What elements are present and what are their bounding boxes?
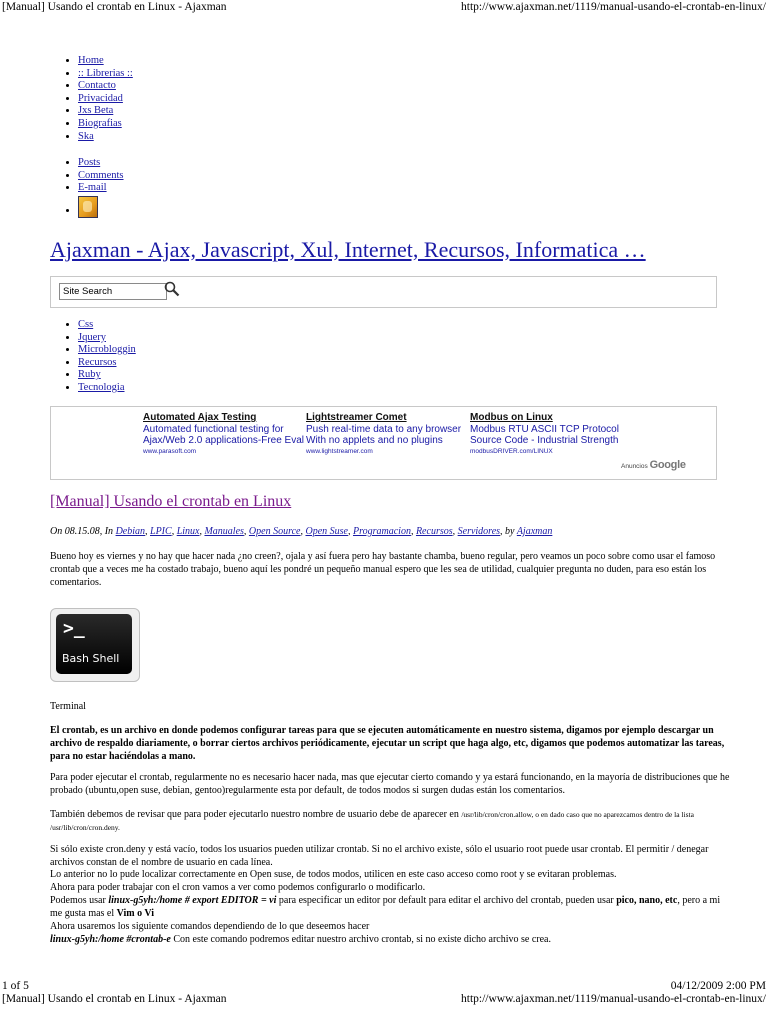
paragraph-editor — [50, 894, 730, 920]
tag-link[interactable]: Recursos — [415, 526, 453, 537]
editor-text: Podemos usar — [50, 895, 106, 906]
print-header — [2, 0, 766, 14]
image-caption: Terminal — [50, 701, 86, 712]
editor-text: , pero a mi me gusta mas el — [50, 895, 721, 919]
nav-item-comments[interactable]: Comments — [78, 169, 124, 181]
tag-link[interactable]: LPIC — [150, 526, 172, 537]
author-link[interactable]: Ajaxman — [516, 526, 553, 537]
bash-shell-image — [50, 608, 140, 682]
tag-link[interactable]: Programacion — [352, 526, 411, 537]
nav-item-librerias[interactable]: :: Librerias :: — [78, 67, 133, 79]
nav-item-privacidad[interactable]: Privacidad — [78, 92, 123, 104]
ad-text: With no applets and no plugins — [306, 435, 443, 446]
paragraph-configure: Ahora para poder trabajar con el cron vamos a ver como podemos configurarlo o modificarlo. — [50, 882, 426, 893]
category-css[interactable]: Css — [78, 319, 94, 330]
nav-item-contacto[interactable]: Contacto — [78, 80, 116, 92]
ad-panel — [50, 406, 717, 480]
crontab-e-text: Con este comando podremos editar nuestro archivo crontab, si no existe dicho archivo se crea. — [173, 934, 551, 945]
search-icon[interactable] — [163, 280, 181, 298]
ad-title[interactable]: Automated Ajax Testing — [143, 412, 257, 423]
category-microbloggin[interactable]: Microbloggin — [78, 344, 136, 356]
ad-url[interactable]: www.lightstreamer.com — [306, 447, 373, 455]
ads-by-google[interactable] — [621, 459, 686, 471]
editor-text: para especificar un editor por default para editar el archivo del crontab, pueden usar — [278, 895, 614, 906]
paragraph-setup: Para poder ejecutar el crontab, regularmente no es necesario hacer nada, mas que ejecutar cierto comando y ya estará funcionando, en la mayoría de distribuciones que he probado (ubuntu,open suse, debian, gentoo)regularmente esta por default, de todos modos si surgen dudas están los comentarios. — [50, 772, 730, 796]
ad-unit-1[interactable] — [143, 412, 304, 456]
post-meta: On 08.15.08, In Debian, LPIC, Linux, Manuales, Open Source, Open Suse, Programacion, Recursos, Servidores, by Ajaxman — [50, 526, 553, 537]
prompt-glyph: >_ — [63, 618, 85, 639]
terminal-icon — [56, 614, 132, 674]
nav-item-email[interactable]: E-mail — [78, 182, 107, 194]
ad-text: Automated functional testing for — [143, 423, 284, 435]
book-icon — [78, 196, 98, 218]
tag-link[interactable]: Servidores — [457, 526, 501, 537]
ads-by-prefix: Anuncios — [621, 463, 648, 470]
tag-link[interactable]: Manuales — [204, 526, 244, 537]
ad-text: Ajax/Web 2.0 applications-Free Eval — [143, 435, 305, 446]
post-date: On 08.15.08, In — [50, 526, 114, 537]
feeds-nav — [60, 157, 124, 218]
ad-title[interactable]: Modbus on Linux — [470, 412, 553, 423]
paragraph-opensuse: Lo anterior no lo pude localizar correctamente en Open suse, de todos modos, utilicen en este caso acceso como root y se evitaran problemas. — [50, 869, 617, 880]
site-title[interactable]: Ajaxman - Ajax, Javascript, Xul, Internet, Recursos, Informatica … — [50, 237, 646, 262]
paragraph-deny: Si sólo existe cron.deny y está vacío, todos los usuarios pueden utilizar crontab. Si no el archivo existe, sólo el usuario root puede usar crontab. El permitir / denegar archivos constan de el nombre de usuario en cada línea. — [50, 844, 709, 868]
paragraph-permissions — [50, 808, 730, 834]
tag-link[interactable]: Open Suse — [305, 526, 348, 537]
nav-item-posts[interactable]: Posts — [78, 157, 101, 168]
category-jquery[interactable]: Jquery — [78, 331, 106, 343]
post-title[interactable]: [Manual] Usando el crontab en Linux — [50, 493, 292, 510]
paragraph-crontab-e — [50, 933, 730, 946]
export-command: linux-g5yh:/home # export EDITOR = vi — [108, 895, 277, 906]
ad-text: Modbus RTU ASCII TCP Protocol — [470, 423, 619, 435]
main-nav — [60, 55, 133, 143]
ad-title[interactable]: Lightstreamer Comet — [306, 412, 407, 423]
ad-text: Push real-time data to any browser — [306, 423, 462, 435]
nav-item-home[interactable]: Home — [78, 55, 104, 66]
editor-options: pico, nano, etc — [616, 895, 678, 906]
tag-link[interactable]: Linux — [176, 526, 200, 537]
print-footer-row-1 — [2, 980, 766, 993]
search-input[interactable]: Site Search — [59, 283, 167, 300]
tag-link[interactable]: Debian — [115, 526, 146, 537]
nav-item-biografias[interactable]: Biografias — [78, 117, 122, 129]
crontab-definition: El crontab, es un archivo en donde podemos configurar tareas para que se ejecuten automáticamente en nuestro sistema, digamos por ejemplo descargar un archivo de respaldo diariamente, o borrar ciertos archivos periódicamente, ejecutar un script que haga algo, etc, digamos que podemos automatizar las tareas, para no estar haciéndolas a mano. — [50, 725, 725, 762]
editor-preferred: Vim o Vi — [116, 908, 155, 919]
ad-text: Source Code - Industrial Strength — [470, 435, 619, 446]
category-tecnologia[interactable]: Tecnologia — [78, 381, 125, 393]
search-bar — [50, 276, 717, 308]
ad-url[interactable]: modbusDRIVER.com/LINUX — [470, 447, 553, 455]
by-label: by — [505, 526, 515, 537]
category-ruby[interactable]: Ruby — [78, 369, 101, 381]
header-url: http://www.ajaxman.net/1119/manual-usando-el-crontab-en-linux/ — [461, 1, 766, 13]
ad-url[interactable]: www.parasoft.com — [143, 447, 197, 455]
permissions-text: También debemos de revisar que para poder ejecutarlo nuestro nombre de usuario debe de aparecer en — [50, 809, 459, 820]
ad-unit-2[interactable] — [306, 412, 461, 456]
nav-item-ska[interactable]: Ska — [78, 130, 94, 142]
page-number: 1 of 5 — [2, 980, 29, 992]
tag-link[interactable]: Open Source — [248, 526, 301, 537]
category-nav — [60, 319, 136, 395]
google-logo: Google — [649, 459, 686, 471]
feed-icon-link[interactable] — [78, 205, 98, 216]
post-intro: Bueno hoy es viernes y no hay que hacer nada ¿no creen?, ojala y así fuera pero hay bastante chamba, bueno regular, pero veamos un poco sobre como usar el famoso crontab que a veces me ha costado trabajo, bueno aquí les pondré un pequeño manual espero que les sea de utilidad, cualquier pregunta no duden, para eso están los comentarios. — [50, 551, 716, 588]
category-recursos[interactable]: Recursos — [78, 356, 117, 368]
permissions-paths: /usr/lib/cron/cron.allow, o en dado caso que no aparezcamos dentro de la lista /usr/lib/cron/cron.deny. — [50, 810, 694, 832]
print-datetime: 04/12/2009 2:00 PM — [670, 980, 766, 992]
paragraph-commands: Ahora usaremos los siguiente comandos dependiendo de lo que deseemos hacer — [50, 921, 370, 932]
footer-url: http://www.ajaxman.net/1119/manual-usando-el-crontab-en-linux/ — [461, 993, 766, 1005]
bash-shell-label: Bash Shell — [62, 652, 120, 665]
crontab-e-command: linux-g5yh:/home #crontab-e — [50, 934, 171, 945]
nav-item-jxs-beta[interactable]: Jxs Beta — [78, 105, 114, 117]
footer-title: [Manual] Usando el crontab en Linux - Ajaxman — [2, 993, 227, 1005]
header-title: [Manual] Usando el crontab en Linux - Ajaxman — [2, 1, 227, 13]
post-body-lines — [50, 868, 730, 946]
print-footer-row-2 — [2, 993, 766, 1006]
ad-unit-3[interactable] — [470, 412, 619, 456]
